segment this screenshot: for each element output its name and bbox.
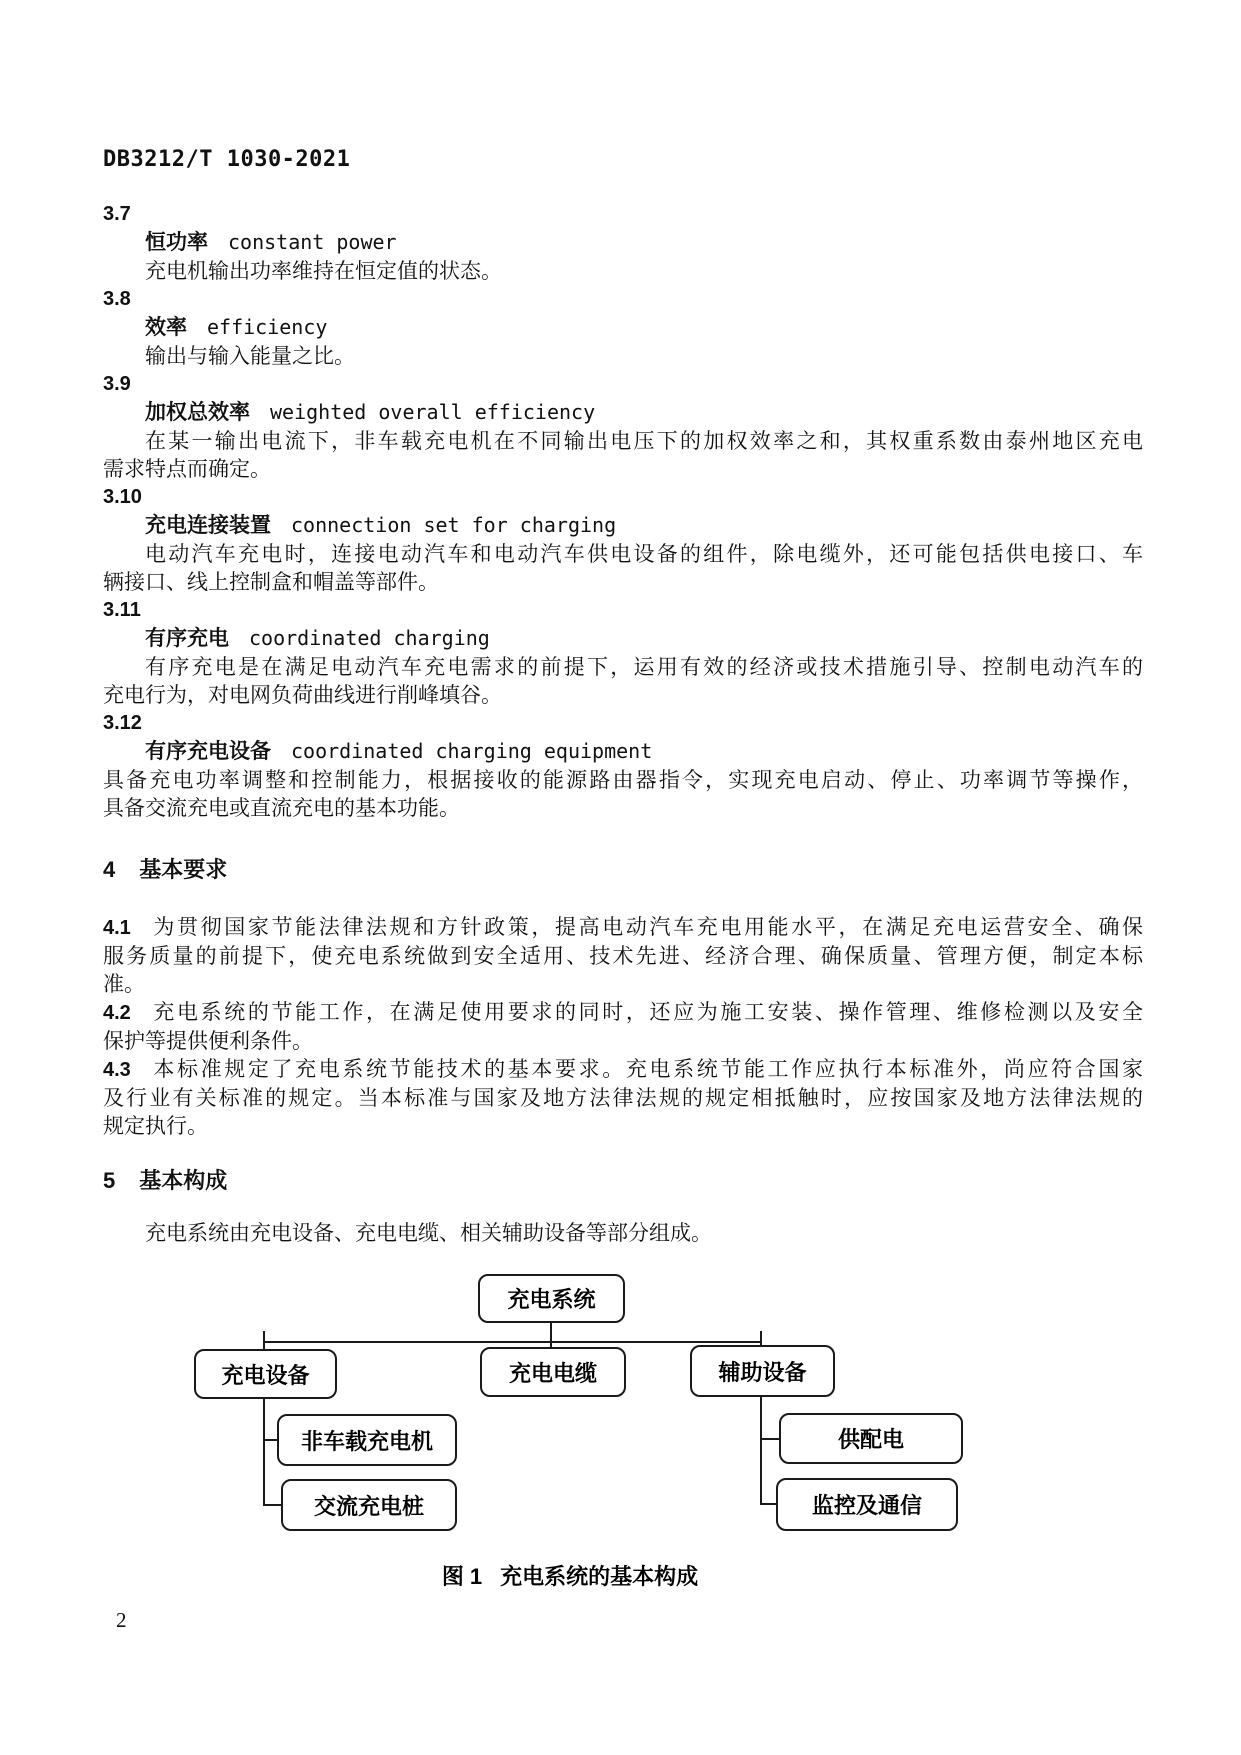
term-number: 3.7 bbox=[103, 203, 131, 225]
term-definition-line: 有序充电是在满足电动汽车充电需求的前提下，运用有效的经济或技术措施引导、控制电动汽车的 bbox=[145, 655, 1143, 679]
clause-line: 及行业有关标准的规定。当本标准与国家及地方法律法规的规定相抵触时，应按国家及地方法律法规的 bbox=[103, 1086, 1143, 1110]
diagram-node-offboard-charger: 非车载充电机 bbox=[277, 1414, 457, 1466]
connector-left-tick bbox=[263, 1331, 265, 1349]
diagram-node-charging-cable: 充电电缆 bbox=[480, 1347, 626, 1397]
term-number: 3.8 bbox=[103, 288, 131, 310]
clause-text: 本标准规定了充电系统节能技术的基本要求。充电系统节能工作应执行本标准外，尚应符合国家 bbox=[150, 1057, 1143, 1081]
section-heading-basic-composition bbox=[103, 1167, 1143, 1195]
connector-right-branch bbox=[760, 1396, 762, 1505]
term-name-en: efficiency bbox=[207, 315, 328, 339]
term-name-en: weighted overall efficiency bbox=[270, 400, 596, 424]
term-name-en: coordinated charging bbox=[249, 626, 490, 650]
term-name-zh: 充电连接装置 bbox=[145, 514, 271, 537]
term-heading bbox=[103, 313, 1143, 342]
figure-caption bbox=[0, 1560, 1140, 1591]
clause-line: 服务质量的前提下，使充电系统做到安全适用、技术先进、经济合理、确保质量、管理方便，制定本标 bbox=[103, 944, 1143, 968]
term-name-en: coordinated charging equipment bbox=[291, 739, 653, 763]
term-definition-line: 在某一输出电流下，非车载充电机在不同输出电压下的加权效率之和，其权重系数由泰州地区充电 bbox=[145, 429, 1143, 453]
diagram-node-power-supply-distribution: 供配电 bbox=[779, 1413, 963, 1464]
standard-code: DB3212/T 1030-2021 bbox=[103, 147, 351, 172]
clause-text: 为贯彻国家节能法律法规和方针政策，提高电动汽车充电用能水平，在满足充电运营安全、确保 bbox=[150, 915, 1143, 939]
term-heading bbox=[103, 228, 1143, 257]
section-title: 基本要求 bbox=[139, 857, 228, 882]
diagram-node-charging-equipment: 充电设备 bbox=[194, 1349, 337, 1399]
connector-stub-power-supply bbox=[760, 1438, 780, 1440]
section-number: 5 bbox=[103, 1168, 116, 1193]
term-definition-line: 辆接口、线上控制盒和帽盖等部件。 bbox=[103, 570, 439, 594]
term-definition-line: 具备充电功率调整和控制能力，根据接收的能源路由器指令，实现充电启动、停止、功率调节等操作， bbox=[103, 768, 1143, 792]
connector-stub-monitoring bbox=[760, 1503, 777, 1505]
term-name-en: constant power bbox=[228, 230, 397, 254]
term-name-zh: 恒功率 bbox=[145, 231, 208, 254]
diagram-node-monitoring-communication: 监控及通信 bbox=[776, 1478, 958, 1531]
term-heading bbox=[103, 624, 1143, 653]
clause-text: 充电系统的节能工作，在满足使用要求的同时，还应为施工安装、操作管理、维修检测以及安全 bbox=[150, 1000, 1143, 1024]
term-name-zh: 效率 bbox=[145, 316, 187, 339]
term-name-zh: 有序充电设备 bbox=[145, 740, 271, 763]
diagram-node-charging-system: 充电系统 bbox=[478, 1274, 625, 1323]
term-heading bbox=[103, 737, 1143, 766]
section5-intro: 充电系统由充电设备、充电电缆、相关辅助设备等部分组成。 bbox=[145, 1221, 712, 1245]
connector-stub-offboard-charger bbox=[263, 1439, 278, 1441]
connector-horizontal-bus bbox=[263, 1341, 761, 1343]
term-definition-line: 充电机输出功率维持在恒定值的状态。 bbox=[145, 259, 502, 283]
connector-right-tick bbox=[760, 1331, 762, 1346]
term-definition-line: 充电行为，对电网负荷曲线进行削峰填谷。 bbox=[103, 683, 502, 707]
section-title: 基本构成 bbox=[139, 1168, 228, 1193]
clause-line bbox=[103, 913, 1143, 942]
term-definition-line: 输出与输入能量之比。 bbox=[145, 344, 355, 368]
term-heading bbox=[103, 398, 1143, 427]
diagram-node-ac-charging-pile: 交流充电桩 bbox=[281, 1479, 457, 1531]
document-body bbox=[103, 146, 1143, 1247]
clause-line: 准。 bbox=[103, 972, 145, 996]
figure-caption-label: 图 1 bbox=[441, 1564, 483, 1589]
term-number: 3.9 bbox=[103, 373, 131, 395]
clause-line bbox=[103, 1055, 1143, 1084]
connector-stub-ac-pile bbox=[263, 1504, 282, 1506]
clause-line: 保护等提供便利条件。 bbox=[103, 1029, 313, 1053]
clause-number: 4.1 bbox=[103, 917, 131, 939]
connector-left-branch bbox=[263, 1398, 265, 1506]
clause-line: 规定执行。 bbox=[103, 1114, 208, 1138]
section-heading-basic-requirements bbox=[103, 856, 1143, 884]
clause-line bbox=[103, 998, 1143, 1027]
term-name-zh: 有序充电 bbox=[145, 627, 229, 650]
term-name-zh: 加权总效率 bbox=[145, 401, 250, 424]
page-number: 2 bbox=[116, 1608, 127, 1632]
term-definition-line: 需求特点而确定。 bbox=[103, 457, 271, 481]
term-number: 3.10 bbox=[103, 486, 142, 508]
clause-number: 4.2 bbox=[103, 1002, 131, 1024]
clause-number: 4.3 bbox=[103, 1059, 131, 1081]
term-number: 3.12 bbox=[103, 712, 142, 734]
term-number: 3.11 bbox=[103, 599, 141, 621]
section-number: 4 bbox=[103, 857, 116, 882]
term-definition-line: 电动汽车充电时，连接电动汽车和电动汽车供电设备的组件，除电缆外，还可能包括供电接口、车 bbox=[145, 542, 1143, 566]
figure-caption-title: 充电系统的基本构成 bbox=[500, 1564, 699, 1589]
diagram-node-auxiliary-equipment: 辅助设备 bbox=[690, 1345, 835, 1397]
connector-root-drop bbox=[550, 1323, 552, 1348]
term-heading bbox=[103, 511, 1143, 540]
term-definition-line: 具备交流充电或直流充电的基本功能。 bbox=[103, 796, 460, 820]
term-name-en: connection set for charging bbox=[291, 513, 617, 537]
